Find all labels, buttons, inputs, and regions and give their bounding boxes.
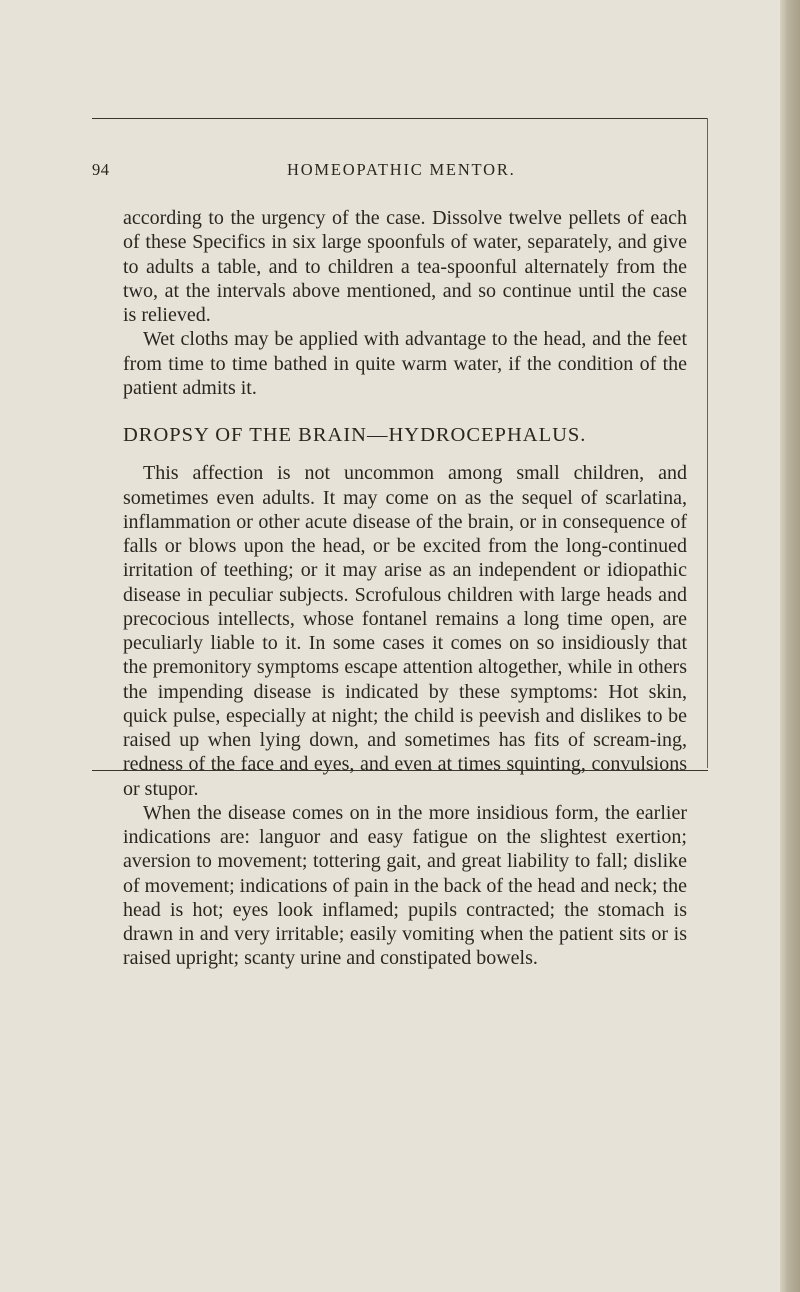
running-head [92, 160, 652, 184]
right-border-rule [707, 118, 708, 768]
page-edge [780, 0, 800, 1292]
paragraph: When the disease comes on in the more insidious form, the earlier indications are: languor and easy fatigue on the slightest exertion; aversion to movement; tottering gait, and great liability to fall; dislike of movement; indications of pain in the back of the head and neck; the head is hot; eyes look inflamed; pupils contracted; the stomach is drawn in and very irritable; easily vomiting when the patient sits or is raised upright; scanty urine and constipated bowels. [123, 801, 687, 970]
paragraph: This affection is not uncommon among small children, and sometimes even adults. It may come on as the sequel of scarlatina, inflammation or other acute disease of the brain, or in consequence of falls or blows upon the head, or be excited from the long-continued irritation of teething; or it may arise as an independent or idiopathic disease in peculiar subjects. Scrofulous children with large heads and precocious intellects, whose fontanel remains a long time open, are peculiarly liable to it. In some cases it comes on so insidiously that the premonitory symptoms escape attention altogether, while in others the impending disease is indicated by these symptoms: Hot skin, quick pulse, especially at night; the child is peevish and dislikes to be raised up when lying down, and sometimes has fits of scream-ing, redness of the face and eyes, and even at times squinting, convulsions or stupor. [123, 462, 687, 800]
running-head-title: HOMEOPATHIC MENTOR. [287, 160, 516, 179]
page-number: 94 [92, 160, 110, 179]
paragraph: according to the urgency of the case. Dissolve twelve pellets of each of these Specifics in six large spoonfuls of water, separately, and give to adults a table, and to children a tea-spoonful alternately from the two, at the intervals above mentioned, and so continue until the case is relieved. [123, 207, 687, 326]
top-border-rule [92, 118, 708, 119]
section-heading: DROPSY OF THE BRAIN—HYDROCEPHALUS. [123, 424, 587, 446]
body-text [123, 206, 687, 971]
paragraph: Wet cloths may be applied with advantage to the head, and the feet from time to time bathed in quite warm water, if the condition of the patient admits it. [123, 328, 687, 399]
